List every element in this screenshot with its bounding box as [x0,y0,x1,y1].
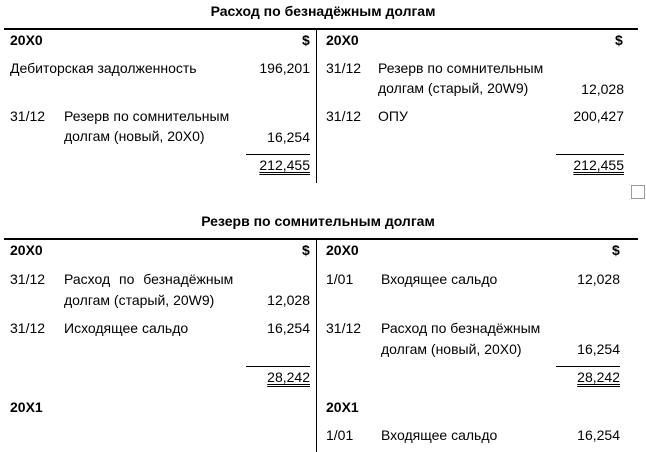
account2-left-currency: $ [302,242,310,258]
ledger-entry-desc: Расход по безнадёжным [64,271,234,287]
ledger-entry-amount: 12,028 [267,292,310,308]
ledger-entry-amount: 16,254 [267,320,310,336]
account1-center-divider [316,29,317,183]
ledger-entry-date: 1/01 [326,427,354,443]
ledger-entry-date: 31/12 [326,60,362,76]
account1-right-year: 20X0 [326,32,359,48]
account2-right-total: 28,242 [577,369,620,385]
ledger-entry-amount: 12,028 [577,271,620,287]
ledger-entry-date: 1/01 [326,271,354,287]
ledger-entry-date: 31/12 [10,108,46,124]
ledger-entry-desc-cont: долгам (новый, 20X0) [381,341,522,357]
account1-top-rule [4,28,638,30]
checkbox-icon[interactable] [631,185,645,199]
account2-left-year: 20X0 [10,242,43,258]
account2-left-next-year: 20X1 [10,399,43,415]
account1-title: Расход по безнадёжным долгам [210,3,436,19]
account2-center-divider [316,239,317,452]
account2-right-total-rule [556,366,620,367]
account2-title: Резерв по сомнительным долгам [201,213,435,229]
account2-left-total: 28,242 [267,369,310,385]
account1-right-currency: $ [615,32,623,48]
account2-left-total-rule [246,366,310,367]
account1-left-year: 20X0 [10,32,43,48]
account2-right-next-year: 20X1 [326,399,359,415]
ledger-entry-amount: 16,254 [577,427,620,443]
account2-right-currency: $ [612,242,620,258]
ledger-entry-date: 31/12 [326,108,362,124]
account2-top-rule [4,238,638,240]
ledger-entry-desc: ОПУ [378,108,408,124]
ledger-entry-desc: Резерв по сомнительным [378,60,544,76]
account2-right-year: 20X0 [326,242,359,258]
ledger-entry-desc-cont: долгам (новый, 20X0) [64,128,205,144]
ledger-entry-amount: 200,427 [573,108,624,124]
ledger-entry-desc: Входящее сальдо [381,427,498,443]
ledger-entry-date: 31/12 [10,271,46,287]
ledger-entry-desc: Расход по безнадёжным [381,320,541,336]
account1-right-total: 212,455 [573,157,624,173]
account1-right-total-rule [556,154,624,155]
ledger-entry-desc-cont: долгам (старый, 20W9) [378,80,529,96]
account1-left-total-rule [246,154,310,155]
ledger-entry-desc: Исходящее сальдо [64,320,189,336]
ledger-entry-amount: 16,254 [577,341,620,357]
ledger-entry-amount: 16,254 [267,129,310,145]
account1-left-currency: $ [302,32,310,48]
ledger-entry-amount: 12,028 [581,81,624,97]
ledger-entry-amount: 196,201 [259,60,310,76]
ledger-entry-desc: Резерв по сомнительным [64,108,230,124]
ledger-entry-date: 31/12 [10,320,46,336]
account1-left-total: 212,455 [259,157,310,173]
ledger-entry-desc-cont: долгам (старый, 20W9) [64,292,215,308]
ledger-entry-desc: Дебиторская задолженность [10,60,197,76]
ledger-entry-date: 31/12 [326,320,362,336]
ledger-entry-desc: Входящее сальдо [381,271,498,287]
